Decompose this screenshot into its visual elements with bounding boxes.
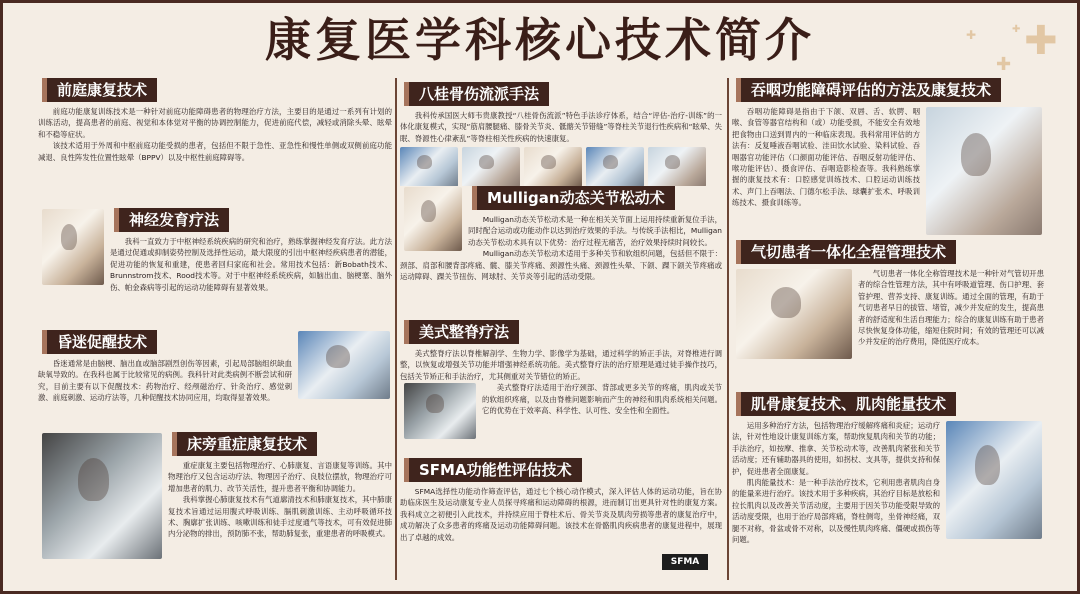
section-text: 昏迷通常是由脑梗、脑出血或脑部剧烈创伤等因素，引起局部脑组织缺血缺氧导致的。在我科也属于比较常见的病例。我科针对此类病例不断尝试和研究，目前主要有以下促醒技术：药物治疗、经颅磁治疗、针灸治疗、感觉刺激、前庭刺激、运动疗法等，几种促醒技术协同应用，均取得显著效果。: [38, 359, 292, 403]
section-text: SFMA选择性功能动作筛查评估，通过七个核心动作模式，深入评估人体的运动功能，旨在协助临床医生及运动康复专业人员探寻疼痛和运动障碍的根源，进而制订出更具针对性的康复方案。我科成立之初便引入此技术，并持续应用于脊柱术后、骨关节炎及肌肉劳损等患者的康复治疗中，成功解决了众多患者的疼痛及运动功能障碍问题。该技术在骨骼肌肉疾病患者的康复进程中，展现出了卓越的成效。: [400, 487, 722, 542]
section-text: 美式整脊疗法适用于治疗颈部、背部或更多关节的疼痛，肌肉或关节的软组织疼痛，以及由脊椎问题影响而产生的神经和肌肉系统相关问题。它的优势在于效率高、科学性、认可性、安全性和全面性。: [482, 383, 722, 416]
section-title: 气切患者一体化全程管理技术: [736, 240, 956, 264]
therapy-photo: [926, 107, 1042, 235]
column-divider: [727, 78, 729, 580]
section-text: 运用多种治疗方法，包括物理治疗缓解疼痛和炎症；运动疗法，针对性地设计康复训练方案，帮助恢复肌肉和关节的功能；手法治疗，如按摩、推拿、关节松动术等，改善肌肉紧张和关节活动度；还有辅助器具的使用，如拐杖、支具等，提供支持和保护，促进患者全面康复。: [732, 421, 940, 476]
therapy-photo: [404, 187, 462, 251]
section-text: 重症康复主要包括物理治疗、心肺康复、言语康复等训练。其中物理治疗又包含运动疗法、物理因子治疗、良肢位摆放，物理治疗可增加患者的肌力、改节关活性，提升患者平衡和协调能力。: [168, 461, 392, 493]
photo-row: [400, 147, 722, 186]
page-title: 康复医学科核心技术简介: [265, 13, 815, 67]
section-title: 八桂骨伤流派手法: [404, 82, 549, 106]
column-right: [732, 74, 1044, 584]
section-bagui-orthopedic: [400, 82, 722, 186]
section-title: 美式整脊疗法: [404, 320, 519, 344]
star-icon: ✚: [1012, 24, 1021, 35]
spine-xray-photo: [404, 383, 476, 439]
therapy-photo: [298, 331, 390, 399]
section-title: 神经发育疗法: [114, 208, 229, 232]
therapy-photo: [42, 209, 104, 285]
section-sfma: [400, 458, 722, 582]
section-text: Mulligan动态关节松动术是一种在相关关节面上运用持续重新复位手法，同时配合运动或功能动作以达到治疗效果的手法。与传统手法相比，Mulligan动态关节松动术具有以下优势：治疗过程无痛苦，治疗效果持续时间较长。: [468, 215, 722, 247]
section-text: 前庭功能康复训练技术是一种针对前庭功能障碍患者的物理治疗方法，主要目的是通过一系列有计划的训练活动，提高患者的前庭、视觉和本体觉对平衡的协调控制能力，促进前庭代偿，减轻或消除头晕、眩晕和不稳等症状。: [38, 107, 392, 139]
section-text: 美式整脊疗法以脊椎解剖学、生物力学、影像学为基础，通过科学的矫正手法，对脊椎进行调整，以恢复或增强关节功能并增强神经系统功能。美式整脊疗法的治疗原理是通过徒手操作技巧，包括关节矫正和手法治疗，尤其侧重对关节错位的矫正。: [400, 349, 722, 381]
section-title: Mulligan动态关节松动术: [472, 186, 675, 210]
section-text: 吞咽功能障碍是指由于下颌、双唇、舌、软腭、咽喉、食管等器官结构和（或）功能受损，不能安全有效地把食物由口送到胃内的一种临床表现。我科常用评估的方法有：反复唾液吞咽试验、洼田饮水试验、染料试验、吞咽器官功能评估（口颜面功能评估、吞咽反射功能评估、喉功能评估）、摄食评估、吞咽造影检查等。我科熟练掌握的康复技术有：口腔感觉训练技术、口腔运动训练技术、声门上吞咽法、门德尔松手法、球囊扩张术、呼吸训练技术、摄食训练等。: [732, 107, 920, 208]
therapy-photo: [946, 421, 1042, 539]
section-swallowing: [732, 78, 1044, 238]
column-left: [38, 74, 392, 584]
star-icon: ✚: [1024, 18, 1058, 64]
section-neurodevelopmental: [38, 208, 392, 328]
therapy-photo: [462, 147, 520, 186]
therapy-photo: [736, 269, 852, 359]
star-icon: ✚: [966, 28, 977, 42]
section-text: 肌肉能量技术：是一种手法治疗技术，它利用患者肌肉自身的能量来进行治疗。该技术用于多种疾病，其治疗目标是放松和拉长肌肉以及改善关节活动度，主要用于因关节功能受限导致的活动度受限，也用于治疗局部疼痛，脊柱侧弯，坐骨神经痛，双腿不对称，骨盆或骨不对称，以及慢性肌肉疼痛、僵硬或损伤等问题。: [732, 478, 940, 545]
section-title: 床旁重症康复技术: [172, 432, 317, 456]
section-text: 我科一直致力于中枢神经系统疾病的研究和治疗，熟练掌握神经发育疗法。此方法是通过促通或抑制姿势控制及选择性运动，最大限度的引出中枢神经疾病患者的潜能，促进功能的恢复和重建，使患者回归家庭和社会。常用技术包括：新Bobath技术、Brunnstrom技术、Rood技术等。对于中枢神经系统疾病，如脑出血、脑梗塞、脑外伤、帕金森病等引起的运动功能障碍有显著效果。: [110, 237, 392, 292]
section-tracheostomy: [732, 240, 1044, 390]
therapy-photo: [648, 147, 706, 186]
section-title: SFMA功能性评估技术: [404, 458, 582, 482]
star-icon: ✚: [996, 54, 1012, 75]
section-bedside-icu: [38, 432, 392, 592]
therapy-photo: [524, 147, 582, 186]
section-musculoskeletal: [732, 392, 1044, 592]
section-title: 昏迷促醒技术: [42, 330, 157, 354]
section-text: 该技术适用于外周和中枢前庭功能受损的患者，包括但不限于急性、亚急性和慢性单侧或双侧前庭功能减退、良性阵发性位置性眩晕（BPPV）以及中枢性前庭障碍等。: [38, 141, 392, 162]
section-vestibular: [38, 78, 392, 206]
section-title: 肌骨康复技术、肌肉能量技术: [736, 392, 956, 416]
column-middle: [400, 74, 722, 584]
therapy-photo: [586, 147, 644, 186]
sfma-logo: SFMA: [662, 554, 708, 570]
section-text: 我科传承国医大师韦贵康教授“八桂骨伤流派”特色手法诊疗体系，结合“评估-治疗-训练”的一体化康复模式，实现“筋肩腰腿痛、膝骨关节炎、骶髂关节错缝”等脊柱关节退行性疾病和“眩晕、失眠、脊源性心律紊乱”等脊柱相关性疾病的快速康复。: [400, 111, 722, 143]
column-divider: [395, 78, 397, 580]
section-text: 气切患者一体化全称管理技术是一种针对气管切开患者的综合性管理方法，其中有呼吸道管理、伤口护理、套管护理、营养支持、康复训练。通过全面的管理，有助于气切患者早日的拔管、堵管，减少并发症的发生，提高患者的舒适度和生活自理能力；综合的康复训练有助于患者尽快恢复身体功能，缩短住院时间；有效的管理还可以减少并发症的治疗费用，降低医疗成本。: [858, 269, 1044, 347]
section-title: 前庭康复技术: [42, 78, 157, 102]
section-coma-arousal: [38, 330, 392, 430]
section-mulligan: [400, 186, 722, 318]
section-text: 我科掌握心肺康复技术有气道廓清技术和肺康复技术，其中肺康复技术旨通过运用腹式呼吸训练、膈肌刺激训练、主动呼吸循环技术、胸廓扩张训练、咳嗽训练和徒手过度通气等技术，可有效促进肺内分泌物的排出，预防肺不张，帮助肺复张，重建患者的呼吸模式。: [168, 495, 392, 539]
therapy-photo: [42, 433, 162, 559]
section-title: 吞咽功能障碍评估的方法及康复技术: [736, 78, 1001, 102]
section-chiropractic: [400, 320, 722, 456]
therapy-photo: [400, 147, 458, 186]
section-text: Mulligan动态关节松动术适用于多种关节和软组织问题，包括但不限于：颈部、肩部和腰背部疼痛、髋、膝关节疼痛、颈源性头痛、颈源性头晕、下颌、踝下颌关节疼痛或运动障碍、踝关节扭伤、网球肘、关节炎等引起的活动受限。: [400, 249, 722, 282]
